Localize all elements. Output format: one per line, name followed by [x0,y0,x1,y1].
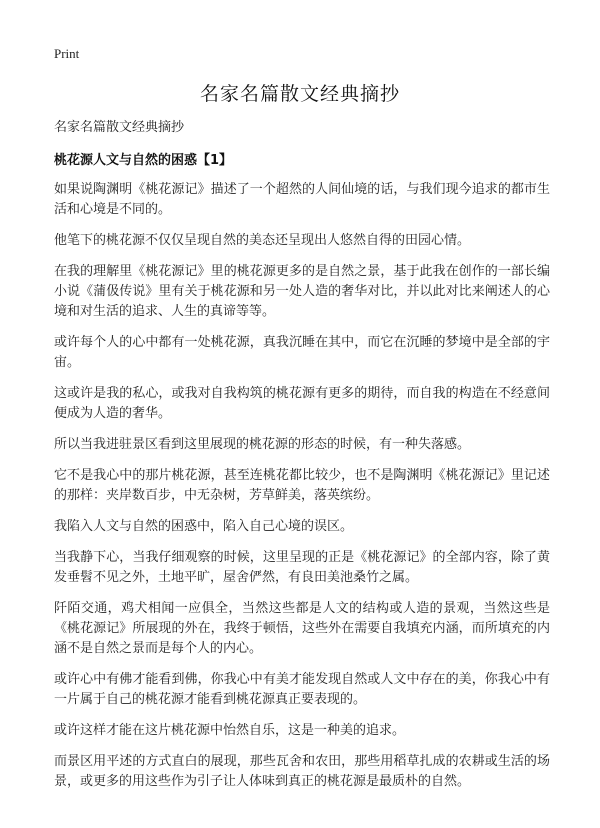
article-subtitle: 名家名篇散文经典摘抄 [54,120,185,135]
print-label[interactable]: Print [54,46,80,61]
paragraph-2: 他笔下的桃花源不仅仅呈现自然的美态还呈现出人悠然自得的田园心情。 [54,233,471,248]
paragraph-10: 阡陌交通，鸡犬相闻一应俱全，当然这些都是人文的结构或人造的景观，当然这些是《桃花源记》所展现的外在，我终于顿悟，这些外在需要自我填充内涵，而所填充的内涵不是自然之景而是每个人的内心。 [54,601,550,656]
paragraph-4: 或许每个人的心中都有一处桃花源，真我沉睡在其中，而它在沉睡的梦境中是全部的宇宙。 [54,335,550,370]
section-heading: 桃花源人文与自然的困惑【1】 [54,153,233,168]
paragraph-1: 如果说陶渊明《桃花源记》描述了一个超然的人间仙境的话，与我们现今追求的都市生活和心境是不同的。 [54,182,550,217]
paragraph-9: 当我静下心，当我仔细观察的时候，这里呈现的正是《桃花源记》的全部内容，除了黄发垂髫不见之外，土地平旷，屋舍俨然，有良田美池桑竹之属。 [54,550,550,585]
paragraph-11: 或许心中有佛才能看到佛，你我心中有美才能发现自然或人文中存在的美，你我心中有一片属于自己的桃花源才能看到桃花源真正要表现的。 [54,672,550,707]
article-body [54,118,550,803]
paragraph-6: 所以当我进驻景区看到这里展现的桃花源的形态的时候，有一种失落感。 [54,437,471,452]
paragraph-7: 它不是我心中的那片桃花源，甚至连桃花都比较少，也不是陶渊明《桃花源记》里记述的那样：夹岸数百步，中无杂树，芳草鲜美，落英缤纷。 [54,468,550,503]
page-title: 名家名篇散文经典摘抄 [199,83,400,105]
paragraph-12: 或许这样才能在这片桃花源中怡然自乐，这是一种美的追求。 [54,723,406,738]
paragraph-8: 我陷入人文与自然的困惑中，陷入自己心境的误区。 [54,519,354,534]
paragraph-5: 这或许是我的私心，或我对自我构筑的桃花源有更多的期待，而自我的构造在不经意间便成为人造的奢华。 [54,386,550,421]
paragraph-3: 在我的理解里《桃花源记》里的桃花源更多的是自然之景，基于此我在创作的一部长编小说《蒲伋传说》里有关于桃花源和另一处人造的奢华对比，并以此对比来阐述人的心境和对生活的追求、人生的真谛等等。 [54,264,550,319]
paragraph-13: 而景区用平述的方式直白的展现，那些瓦舍和农田，那些用稻草扎成的农耕或生活的场景，或更多的用这些作为引子让人体味到真正的桃花源是最质朴的自然。 [54,754,550,789]
